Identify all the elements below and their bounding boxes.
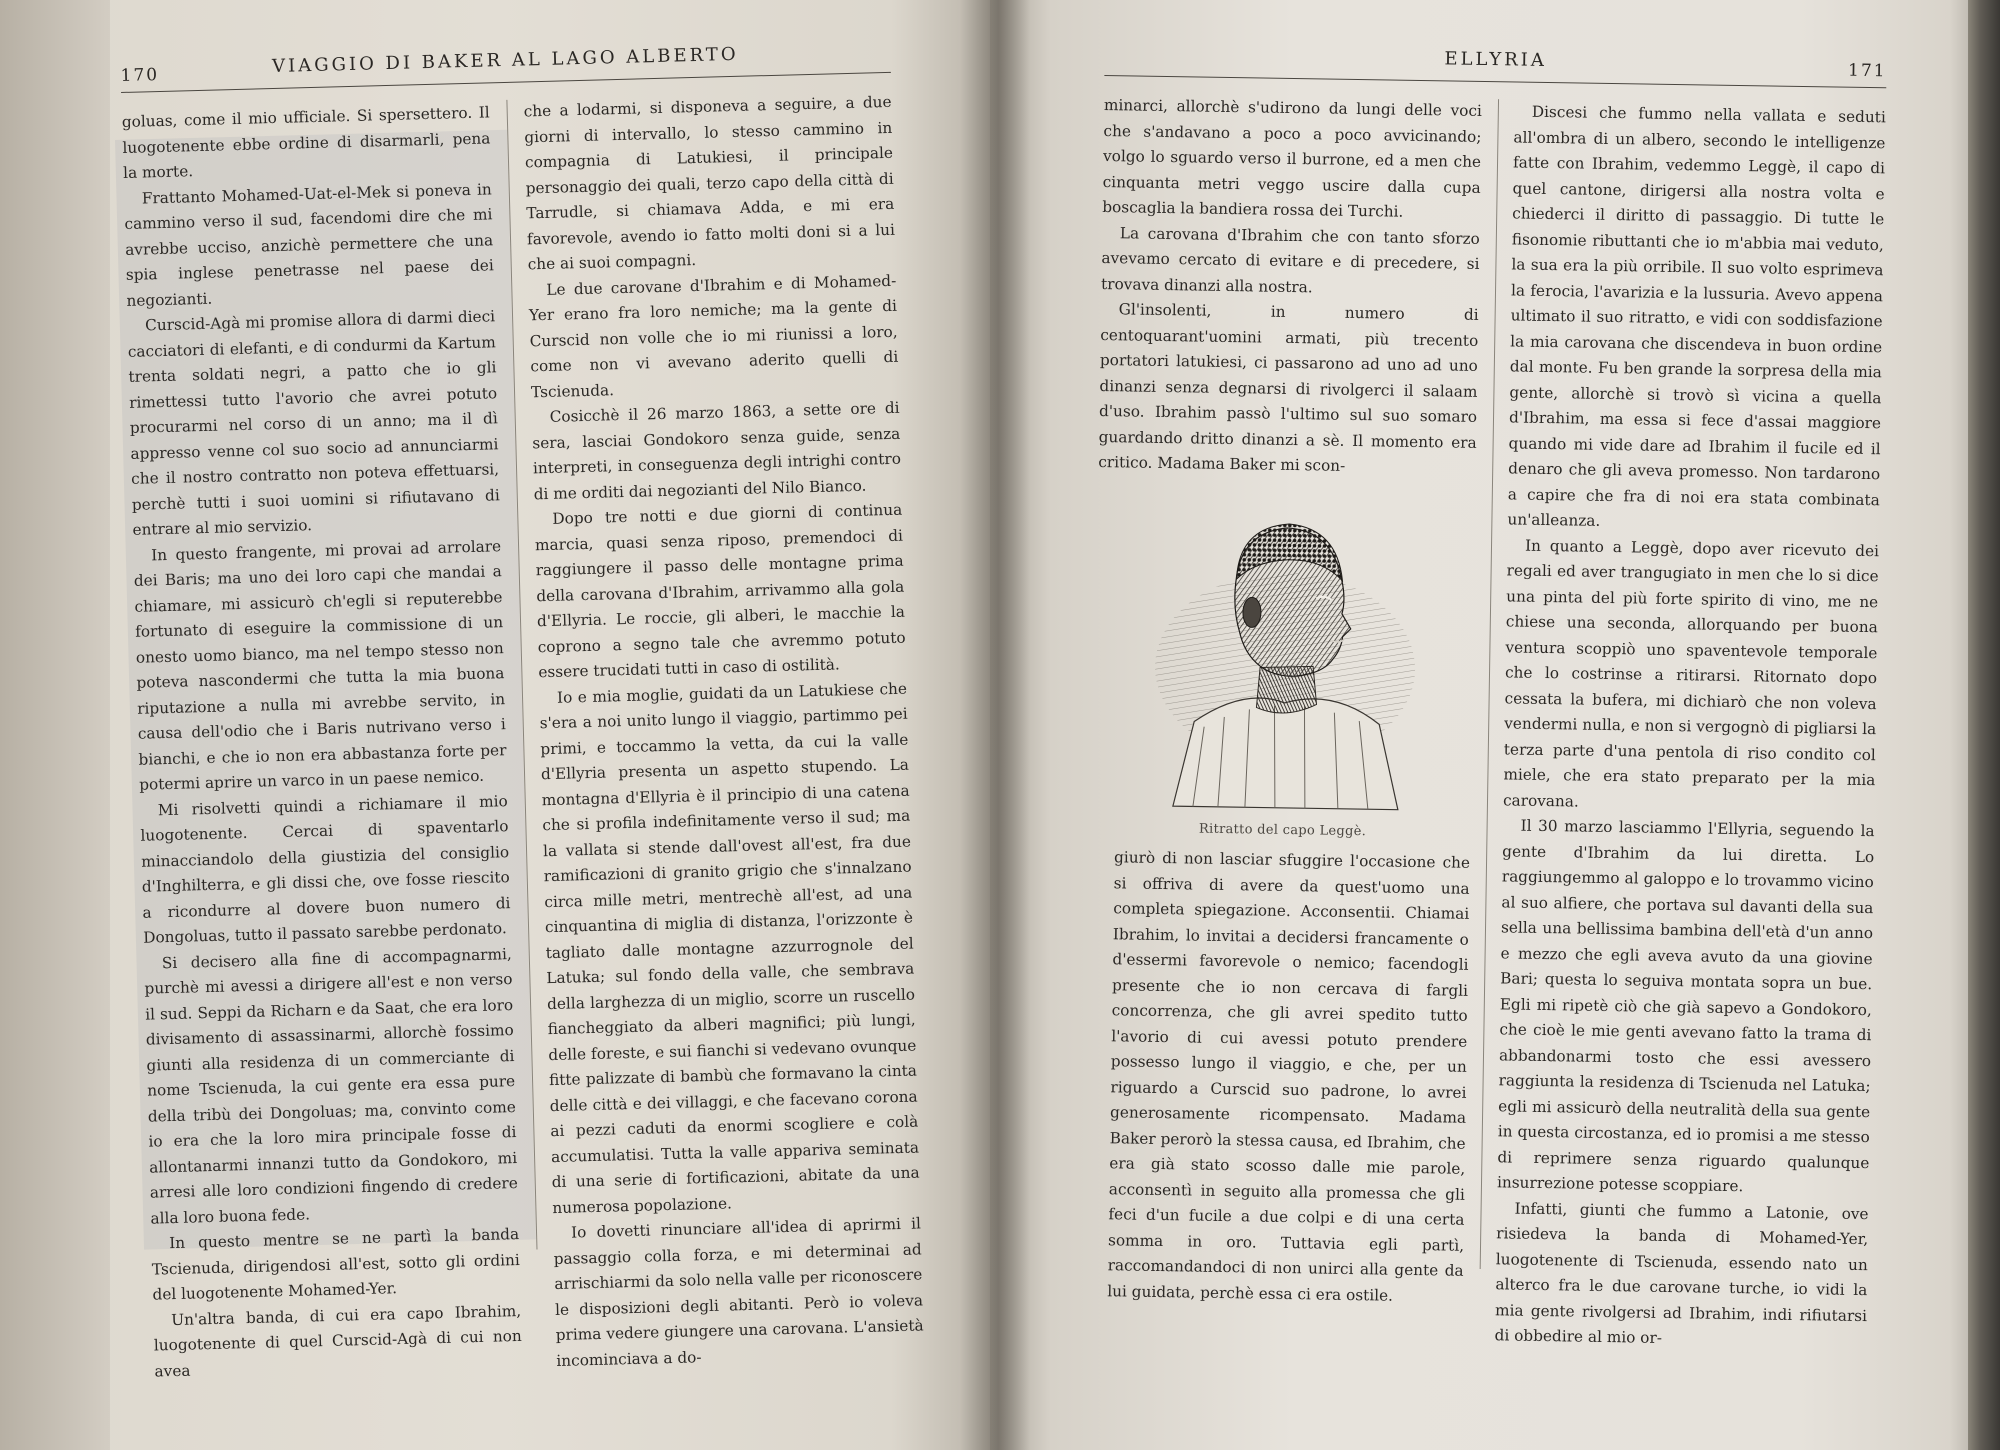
- paragraph: In questo mentre se ne partì la banda Tscienuda, dirigendosi all'est, sotto gli ordini del luogotenente Mohamed-Yer.: [151, 1224, 520, 1304]
- right-page-number: 171: [1847, 60, 1887, 82]
- right-page-content: [1086, 35, 1887, 1347]
- paragraph: Discesi che fummo nella vallata e seduti all'ombra di un albero, secondo le intelligenze fatte con Ibrahim, vedemmo Leggè, il capo di quel cantone, dirigersi alla nostra volta e chiederci il diritto di passaggio. Di tutte le fisonomie ributtanti che io m'abbia mai veduto, la sua era la più orribile. Il suo volto esprimeva la ferocia, l'avarizia e la lussuria. Avevo appena ultimato il suo ritratto, e vidi con soddisfazione la mia carovana che discendeva in buon ordine dal monte. Fu ben grande la sorpresa della mia gente, allorchè si trovò sì vicina a quella d'Ibrahim, ma essa si fece d'assai maggiore quando mi vide dare ad Ibrahim il fucile ed il denaro che gli aveva promesso. Non tardarono a capire che fra di noi era stata combinata un'alleanza.: [1507, 102, 1886, 530]
- book-gutter: [960, 0, 1030, 1450]
- paragraph: minarci, allorchè s'udirono da lungi delle voci che s'andavano a poco a poco avvicinando; volgo lo sguardo verso il burrone, ed a men che cinquanta metri veggo uscire dalla cupa boscaglia la bandiera rossa dei Turchi.: [1102, 95, 1482, 221]
- paragraph: Dopo tre notti e due giorni di continua marcia, quasi senza riposo, premendoci di raggiungere il passo delle montagne prima della carovana d'Ibrahim, arrivammo alla gola d'Ellyria. Le roccie, gli alberi, le macchie la coprono a segno tale che avremmo potuto essere trucidati tutti in caso di ostilità.: [534, 500, 906, 682]
- left-column-2: [523, 90, 924, 1374]
- page-stack-edge: [0, 0, 110, 1450]
- paragraph: Frattanto Mohamed-Uat-el-Mek si poneva in cammino verso il sud, facendomi dire che mi avrebbe ucciso, anzichè permettere che una spia inglese penetrasse nel paese dei negozianti.: [124, 179, 494, 310]
- portrait-engraving: [1132, 456, 1438, 861]
- paragraph: giurò di non lasciar sfuggire l'occasione che si offriva di avere da quest'uomo una completa spiegazione. Acconsentii. Chiamai Ibrahim, lo invitai a decidersi francamente o d'essermi favorevole o nemico; facendogli presente che io non cercava di fargli concorrenza, che gli avrei spedito tutto l'avorio di cui avessi potuto prendere possesso lungo il viaggio, e che, per un riguardo a Curscid suo padrone, lo avrei generosamente ricompensato. Madama Baker perorò la stessa causa, ed Ibrahim, che era già stato scosso dalle mie parole, acconsentì in seguito alla promessa che gli feci d'un fucile a due colpi e di una certa somma in oro. Tuttavia egli partì, raccomandandoci di non unirci alla gente da lui guidata, perchè essa ci era ostile.: [1107, 848, 1471, 1305]
- left-column-1: [122, 100, 523, 1384]
- paragraph: Infatti, giunti che fummo a Latonie, ove risiedeva la banda di Mohamed-Yer, luogotenente di Tscienuda, essendo nato un alterco fra le due carovane turche, io vidi la mia gente rivolgersi ad Ibrahim, indi rifiutarsi di obbedire al mio or-: [1494, 1199, 1869, 1347]
- paragraph: Si decisero alla fine di accompagnarmi, purchè mi avessi a dirigere all'est e non verso il sud. Seppi da Richarn e da Saat, che era loro divisamento di assassinarmi, allorchè fossimo giunti alla residenza di un commerciante di nome Tscienuda, la cui gente era essa pure della tribù dei Dongoluas; ma, convinto come io era che la loro mira principale fosse di allontanarmi innanzi tutto da Gondokoro, mi arresi alle loro condizioni fingendo di credere alla loro buona fede.: [144, 944, 518, 1228]
- paragraph: Le due carovane d'Ibrahim e di Mohamed-Yer erano fra loro nemiche; ma la gente di Curscid non volle che io mi riunissi a loro, come non vi avevano aderito quelli di Tscienuda.: [528, 271, 899, 401]
- paragraph: Gl'insolenti, in numero di centoquarant'uomini armati, più trecento portatori latukiesi, ci passarono ad uno ad uno dinanzi senza degnarsi di rivolgerci il salaam d'uso. Ibrahim passò l'ultimo sul suo somaro guardando dritto dinanzi a sè. Il momento era critico. Madama Baker mi scon-: [1098, 300, 1479, 475]
- paragraph: goluas, come il mio ufficiale. Si spersettero. Il luogotenente ebbe ordine di disarmarli, pena la morte.: [121, 103, 491, 182]
- portrait-figure: [1132, 456, 1438, 861]
- paragraph: Mi risolvetti quindi a richiamare il mio luogotenente. Cercai di spaventarlo minacciandolo della giustizia del consiglio d'Inghilterra, e gli dissi che, ove fosse riescito a ricondurre al dovere buon numero di Dongoluas, tutto il passato sarebbe perdonato.: [140, 791, 511, 947]
- left-page-content: [120, 32, 924, 1381]
- right-column-1-top: [1098, 93, 1482, 481]
- left-running-title: VIAGGIO DI BAKER AL LAGO ALBERTO: [271, 43, 739, 78]
- paragraph: che a lodarmi, si disponeva a seguire, a due giorni di intervallo, lo stesso cammino in compagnia di Latukiesi, il principale personaggio dei quali, terzo capo della città di Tarrudle, si chiamava Adda, e mi era favorevole, avendo io fatto molti doni si a lui che ai suoi compagni.: [523, 92, 896, 274]
- paragraph: Curscid-Agà mi promise allora di darmi dieci cacciatori di elefanti, e di condurmi da Kartum trenta soldati negri, a patto che io gli rimettessi tutto l'avorio che avrei potuto procurarmi nel corso di un anno; ma il dì appresso venne col suo socio ad annunciarmi che il nostro contratto non poteva effettuarsi, perchè tutti i suoi uomini si rifiutavano di entrare al mio servizio.: [127, 307, 500, 539]
- book-cover-edge: [1968, 0, 2000, 1450]
- paragraph: Il 30 marzo lasciammo l'Ellyria, seguendo la gente d'Ibrahim da lui diretta. Lo raggiungemmo al galoppo e lo trovammo vicino al suo alfiere, che portava sul davanti della sua sella una bellissima bambina dell'età d'un anno e mezzo che egli aveva avuto da una giovine Bari; questa lo seguiva montata sopra un bue. Egli mi ripetè ciò che già sapevo a Gondokoro, che cioè le mie genti avevano fatto la trama di abbandonarmi tosto che essi avessero raggiunta la residenza di Tscienuda nel Latuka; egli mi assicurò della neutralità della sua gente in questa circostanza, ed io promisi a me stesso di reprimere senza riguardo qualunque insurrezione potesse scoppiare.: [1496, 816, 1875, 1196]
- right-running-title: ELLYRIA: [1444, 48, 1548, 71]
- right-column-1-bottom: [1107, 845, 1470, 1310]
- paragraph: Un'altra banda, di cui era capo Ibrahim, luogotenente di quel Curscid-Agà di cui non avea: [153, 1301, 522, 1381]
- paragraph: Cosicchè il 26 marzo 1863, a sette ore di sera, lasciai Gondokoro senza guide, senza interpreti, in conseguenza degli intrighi contro di me orditi dai negozianti del Nilo Bianco.: [532, 398, 902, 503]
- paragraph: In questo frangente, mi provai ad arrolare dei Baris; ma uno dei loro capi che mandai a chiamare, mi assicurò ch'egli si reputerebbe fortunato di eseguire la commissione di un onesto uomo bianco, ma nel tempo stesso non poteva nascondermi che tutta la mia buona riputazione a nulla mi avrebbe servito, in causa dell'odio che i Baris nutrivano verso i bianchi, e che io non era abbastanza forte per potermi aprire un varco in un paese nemico.: [133, 536, 507, 794]
- paragraph: La carovana d'Ibrahim che con tanto sforzo avevamo cercato di evitare e di precedere, si trovava dinanzi alla nostra.: [1100, 223, 1480, 296]
- right-column-2: [1494, 99, 1886, 1354]
- paragraph: Io e mia moglie, guidati da un Latukiese che s'era a noi unito lungo il viaggio, partimmo pei primi, e toccammo la vetta, da cui la valle d'Ellyria presenta un aspetto stupendo. La montagna d'Ellyria è il principio di una catena che si profila indefinitamente verso il sud; ma la vallata si stende dall'ovest all'est, fra due ramificazioni di granito grigio che s'innalzano circa mille metri, mentrechè all'est, ad una cinquantina di miglia di distanza, l'orizzonte è tagliato dalle montagne azzurrognole del Latuka; sul fondo della valle, che sembrava della larghezza di un miglio, scorre un ruscello fiancheggiato da alberi magnifici; più lungi, delle foreste, e sui fianchi si vedevano ovunque fitte palizzate di bambù che formavano la cinta delle città e dei villaggi, e che facevano corona ai pezzi caduti da enormi scogliere e colà accumulatisi. Tutta la valle appariva seminata di una serie di fortificazioni, abitate da una numerosa popolazione.: [539, 679, 920, 1217]
- figure-caption: Ritratto del capo Leggè.: [1198, 821, 1367, 840]
- paragraph: In quanto a Leggè, dopo aver ricevuto dei regali ed aver trangugiato in men che lo si dice una pinta del più forte spirito di vino, me ne chiese una seconda, allorquando per buona ventura scoppiò uno spaventevole temporale che lo costrinse a ritirarsi. Ritornato dopo cessata la bufera, mi dichiarò che non voleva vendermi nulla, e non si vergognò di pigliarsi la terza parte d'una pentola di riso condito col miele, che era stato preparato per la mia carovana.: [1502, 536, 1880, 811]
- paragraph: Io dovetti rinunciare all'idea di aprirmi il passaggio colla forza, e mi determinai ad arrischiarmi da solo nella valle per riconoscere le disposizioni degli abitanti. Però io voleva prima vedere giungere una carovana. L'ansietà incominciava a do-: [553, 1214, 924, 1370]
- column-rule: [1480, 99, 1499, 1269]
- left-page-number: 170: [120, 64, 160, 86]
